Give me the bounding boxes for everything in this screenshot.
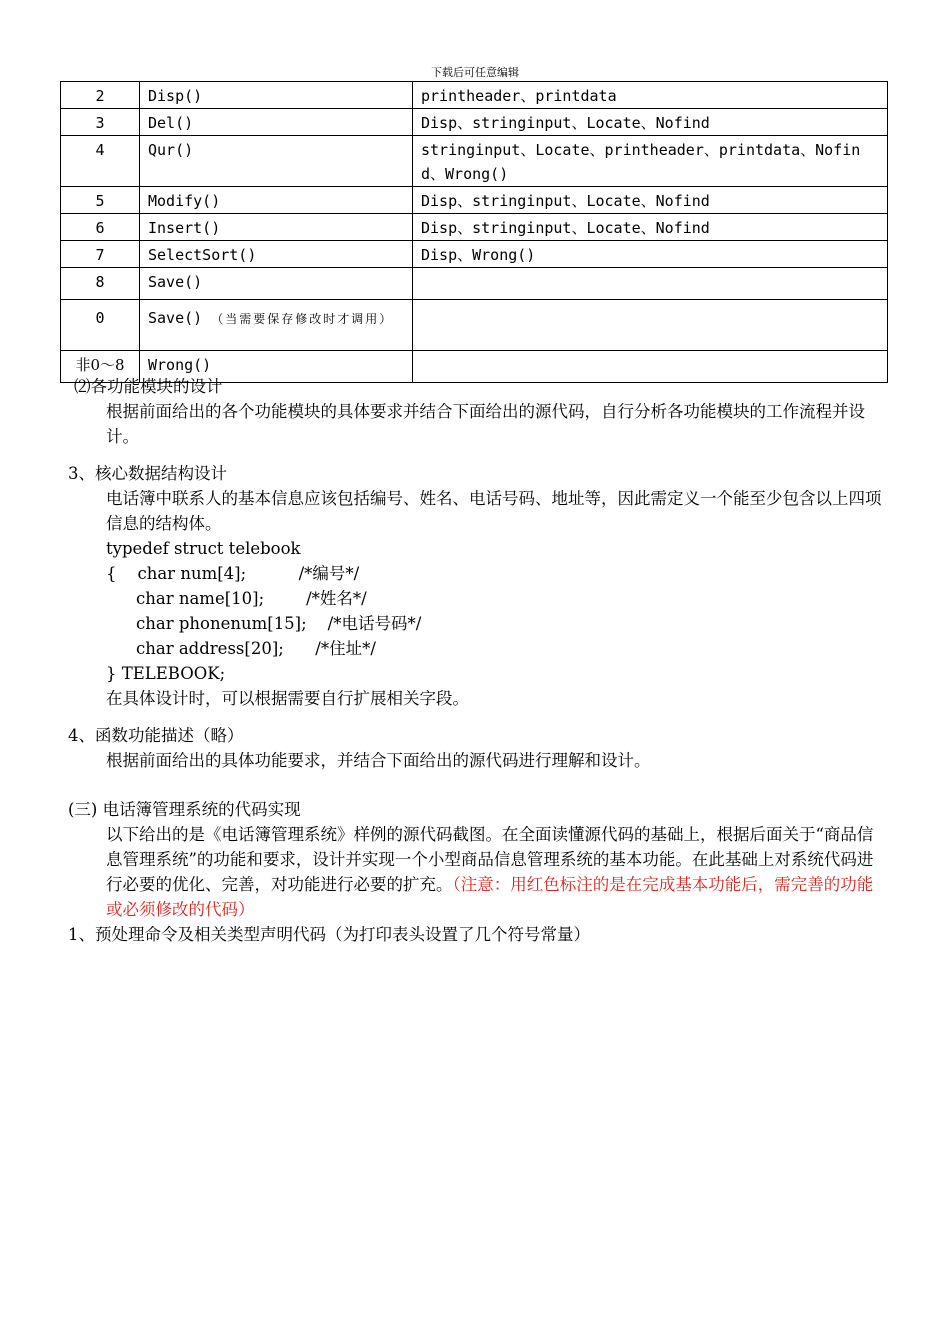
table-row	[61, 214, 888, 241]
part-3-body	[68, 822, 886, 922]
section-4-title: 4、函数功能描述（略）	[68, 726, 244, 745]
part-3-text: 以下给出的是《电话簿管理系统》样例的源代码截图。在全面读懂源代码的基础上，根据后面关于“商品信息管理系统”的功能和要求，设计并实现一个小型商品信息管理系统的基本功能。在此基础上对系统代码进行必要的优化、完善，对功能进行必要的扩充。	[106, 825, 874, 894]
section-4-body: 根据前面给出的具体功能要求，并结合下面给出的源代码进行理解和设计。	[106, 751, 651, 770]
called-functions	[413, 300, 888, 351]
row-number: 7	[61, 241, 140, 268]
function-name-cell	[140, 300, 413, 351]
table-row	[61, 241, 888, 268]
section-3-extra: 在具体设计时，可以根据需要自行扩展相关字段。	[106, 689, 469, 708]
header-note: 下载后可任意编辑	[431, 66, 519, 79]
function-name: Wrong()	[140, 351, 413, 383]
called-functions: printheader、printdata	[413, 82, 888, 109]
row-number: 5	[61, 187, 140, 214]
function-name: SelectSort()	[140, 241, 413, 268]
function-name: Save()	[140, 268, 413, 300]
table-row	[61, 187, 888, 214]
table-row	[61, 136, 888, 187]
code-line: char address[20]; /*住址*/	[136, 639, 376, 658]
function-note: （当需要保存修改时才调用）	[211, 312, 394, 326]
item-1-title: 1、预处理命令及相关类型声明代码（为打印表头设置了几个符号常量）	[68, 925, 590, 944]
row-number: 0	[61, 300, 140, 351]
function-table	[60, 81, 888, 383]
called-functions: Disp、stringinput、Locate、Nofind	[413, 109, 888, 136]
function-name: Insert()	[140, 214, 413, 241]
table-row	[61, 300, 888, 351]
part-3-title: (三) 电话簿管理系统的代码实现	[68, 800, 301, 819]
table-row	[61, 82, 888, 109]
called-functions: stringinput、Locate、printheader、printdata、Nofind、Wrong()	[413, 136, 888, 187]
function-name: Del()	[140, 109, 413, 136]
called-functions: Disp、stringinput、Locate、Nofind	[413, 187, 888, 214]
row-number: 4	[61, 136, 140, 187]
code-line: } TELEBOOK;	[106, 664, 226, 683]
row-number: 非0～8	[61, 351, 140, 383]
red-note: （注意：用红色标注的是在完成基本功能后，需完善的功能或必须修改的代码）	[106, 875, 874, 919]
called-functions: Disp、stringinput、Locate、Nofind	[413, 214, 888, 241]
called-functions	[413, 268, 888, 300]
function-name: Disp()	[140, 82, 413, 109]
row-number: 8	[61, 268, 140, 300]
table-row	[61, 109, 888, 136]
section-2-body: 根据前面给出的各个功能模块的具体要求并结合下面给出的源代码，自行分析各功能模块的工作流程并设计。	[106, 402, 865, 446]
code-line: char phonenum[15]; /*电话号码*/	[136, 614, 422, 633]
row-number: 3	[61, 109, 140, 136]
row-number: 2	[61, 82, 140, 109]
function-name: Save()	[148, 309, 203, 327]
called-functions: Disp、Wrong()	[413, 241, 888, 268]
function-name: Qur()	[140, 136, 413, 187]
row-number: 6	[61, 214, 140, 241]
table-row	[61, 268, 888, 300]
function-name: Modify()	[140, 187, 413, 214]
section-2-title: ⑵各功能模块的设计	[74, 377, 223, 396]
document-body	[68, 374, 886, 947]
code-line: typedef struct telebook	[106, 539, 301, 558]
code-line: char name[10]; /*姓名*/	[136, 589, 367, 608]
section-3-title: 3、核心数据结构设计	[68, 464, 227, 483]
section-3-body: 电话簿中联系人的基本信息应该包括编号、姓名、电话号码、地址等，因此需定义一个能至少包含以上四项信息的结构体。	[106, 489, 882, 533]
code-line: { char num[4]; /*编号*/	[106, 564, 360, 583]
